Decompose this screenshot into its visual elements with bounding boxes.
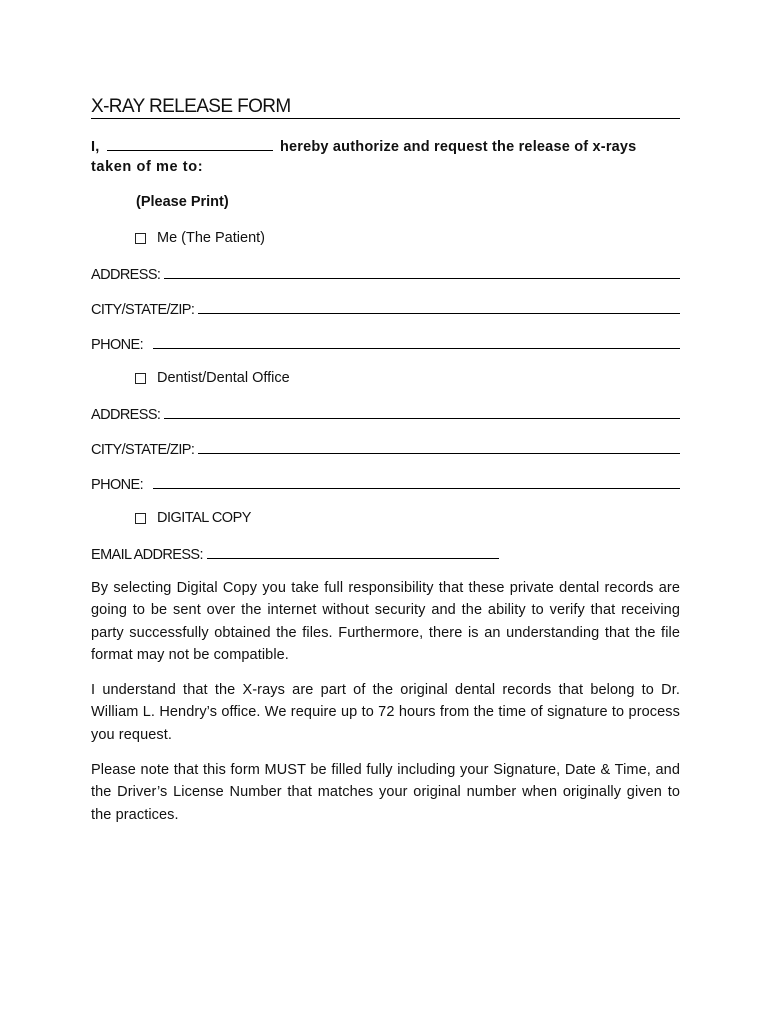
patient-city-label: CITY/STATE/ZIP: (91, 302, 195, 318)
dentist-address-field[interactable] (164, 418, 680, 419)
completion-notice-paragraph: Please note that this form MUST be filled fully including your Signature, Date & Time, and the Driver’s License Number that matches your original number when originally given to the practices. (91, 762, 680, 823)
patient-phone-row (91, 333, 680, 353)
form-title: X-RAY RELEASE FORM (91, 96, 680, 119)
email-row (91, 543, 499, 563)
dentist-city-field[interactable] (198, 453, 680, 454)
digital-copy-checkbox[interactable] (135, 513, 146, 524)
dentist-option-label: Dentist/Dental Office (157, 370, 290, 386)
dentist-phone-row (91, 473, 680, 493)
dentist-phone-label: PHONE: (91, 477, 143, 493)
patient-checkbox[interactable] (135, 233, 146, 244)
patient-city-row (91, 298, 680, 318)
records-ownership-paragraph: I understand that the X-rays are part of the original dental records that belong to Dr. William L. Hendry’s office. We require up to 72 hours from the time of signature to process you request. (91, 682, 680, 743)
intro-i: I, (91, 139, 100, 155)
dentist-city-label: CITY/STATE/ZIP: (91, 442, 195, 458)
patient-option-label: Me (The Patient) (157, 230, 265, 246)
patient-address-field[interactable] (164, 278, 680, 279)
email-label: EMAIL ADDRESS: (91, 547, 203, 563)
digital-copy-option[interactable] (135, 508, 251, 528)
please-print-note: (Please Print) (136, 194, 229, 210)
dentist-phone-field[interactable] (153, 488, 680, 489)
authorization-line (91, 137, 636, 155)
patient-address-label: ADDRESS: (91, 267, 161, 283)
intro-line-2: taken of me to: (91, 159, 204, 175)
dentist-address-label: ADDRESS: (91, 407, 161, 423)
dentist-city-row (91, 438, 680, 458)
dentist-address-row (91, 403, 680, 423)
patient-phone-field[interactable] (153, 348, 680, 349)
patient-option[interactable] (135, 228, 265, 248)
digital-copy-label: DIGITAL COPY (157, 510, 251, 526)
patient-city-field[interactable] (198, 313, 680, 314)
digital-copy-disclaimer: By selecting Digital Copy you take full responsibility that these private dental records are going to be sent over the internet without security and the ability to verify that receiving party successfully obtained the files. Furthermore, there is an understanding that the file format may not be compatible. (91, 580, 680, 663)
patient-name-field[interactable] (107, 137, 273, 151)
patient-address-row (91, 263, 680, 283)
email-field[interactable] (207, 558, 499, 559)
dentist-checkbox[interactable] (135, 373, 146, 384)
dentist-option[interactable] (135, 368, 290, 388)
patient-phone-label: PHONE: (91, 337, 143, 353)
intro-text: hereby authorize and request the release of x-rays (279, 139, 637, 155)
